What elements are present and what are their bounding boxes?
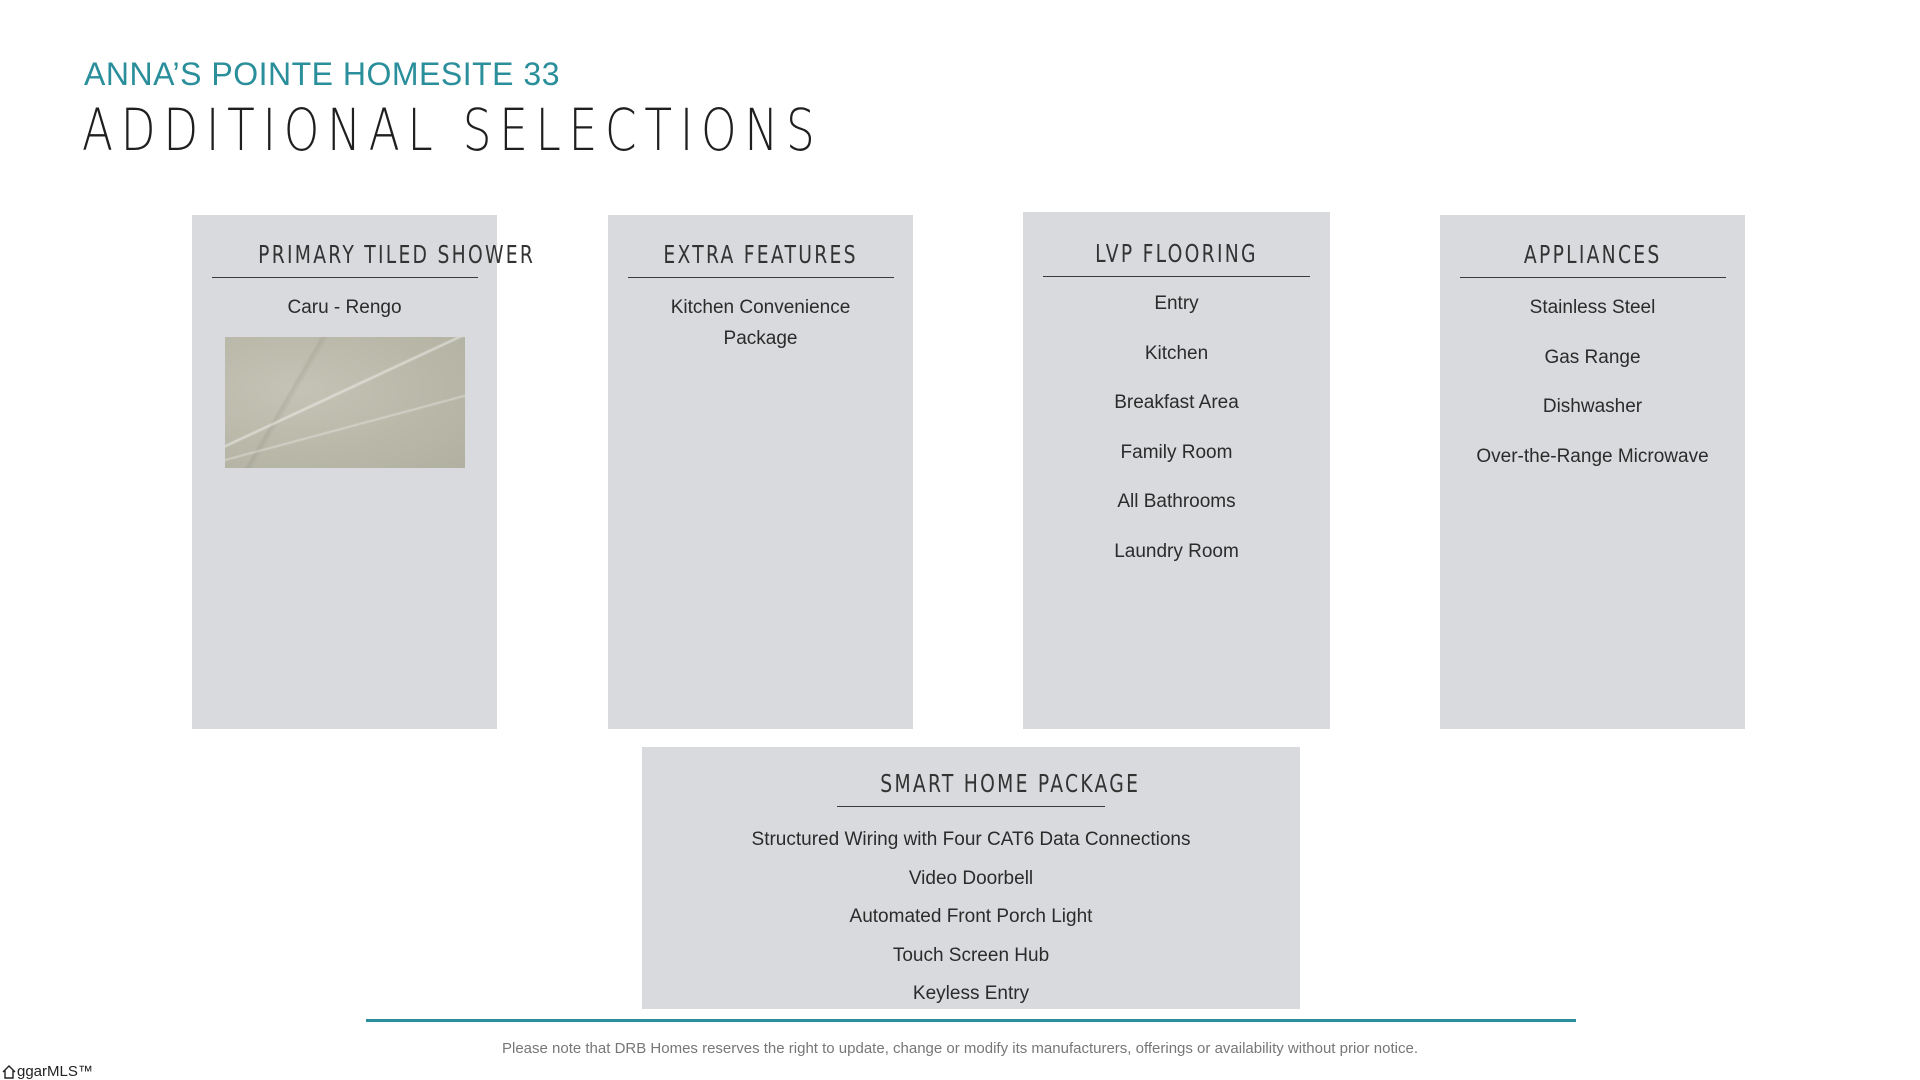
list-item: Stainless Steel (1529, 297, 1656, 318)
homesite-subtitle: ANNA’S POINTE HOMESITE 33 (84, 56, 560, 92)
primary-tiled-shower-card (192, 215, 535, 729)
tile-swatch-image (225, 337, 465, 468)
list-item: Kitchen Convenience (670, 297, 851, 318)
mls-logo (2, 1063, 93, 1080)
list-item: Family Room (1120, 441, 1233, 463)
list-item: Structured Wiring with Four CAT6 Data Connections (751, 829, 1191, 850)
list-item: Keyless Entry (912, 983, 1030, 1004)
extra-features-card (608, 215, 913, 729)
card-title: PRIMARY TILED SHOWER (212, 240, 478, 278)
list-item: Laundry Room (1114, 540, 1239, 562)
list-item: Entry (1154, 293, 1199, 314)
card-title: APPLIANCES (1460, 240, 1726, 278)
mls-logo-text: ggarMLS™ (17, 1063, 93, 1080)
list-item: Automated Front Porch Light (849, 906, 1093, 927)
list-item: Caru - Rengo (287, 297, 402, 318)
list-item: Over-the-Range Microwave (1476, 445, 1709, 467)
list-item: Package (723, 328, 798, 349)
page-title: ADDITIONAL SELECTIONS (82, 96, 823, 164)
list-item: Touch Screen Hub (892, 944, 1050, 966)
disclaimer-text: Please note that DRB Homes reserves the right to update, change or modify its manufacturers, offerings or availability without prior notice. (501, 1040, 1418, 1057)
footer-divider (366, 1019, 1576, 1022)
list-item: All Bathrooms (1117, 491, 1236, 512)
card-title: EXTRA FEATURES (628, 240, 894, 278)
card-title: LVP FLOORING (1043, 239, 1310, 277)
house-icon (2, 1065, 16, 1079)
list-item: Kitchen (1144, 342, 1209, 364)
card-title: SMART HOME PACKAGE (837, 769, 1105, 807)
smart-home-package-card (642, 747, 1300, 1009)
list-item: Dishwasher (1542, 396, 1643, 417)
list-item: Video Doorbell (908, 867, 1034, 889)
appliances-card (1440, 215, 1745, 729)
list-item: Gas Range (1544, 346, 1641, 368)
list-item: Breakfast Area (1114, 392, 1239, 413)
lvp-flooring-card (1023, 212, 1330, 729)
